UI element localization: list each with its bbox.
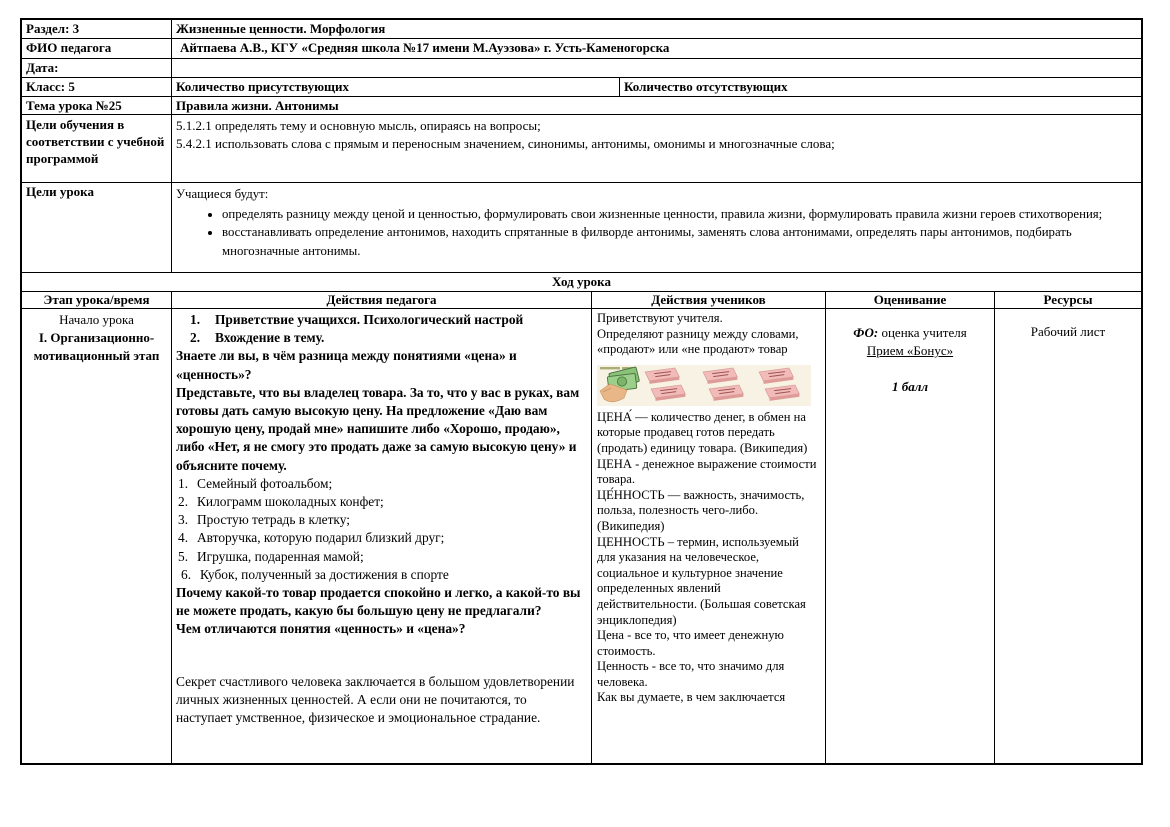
goods-item <box>176 529 585 547</box>
col-header-teacher-actions: Действия педагога <box>172 292 592 308</box>
resources-cell: Рабочий лист <box>1030 324 1106 339</box>
teacher-summary: Секрет счастливого человека заключается в большом удовлетворении личных жизненных ценностей. А если они не почитаются, то наступает умственное, физическое и эмоциональное страдание. <box>176 673 575 726</box>
item-number: 2. <box>178 494 189 510</box>
col-header-assessment: Оценивание <box>826 292 995 308</box>
course-title: Ход урока <box>552 274 611 289</box>
goods-item <box>176 511 585 529</box>
stage-cell <box>22 309 172 763</box>
goods-item <box>176 566 585 584</box>
item-number: 6. <box>181 566 192 582</box>
goals-list <box>176 205 1137 261</box>
teacher-actions-cell <box>172 309 592 763</box>
row-lesson-body <box>22 309 1141 763</box>
price-cards-illustration <box>597 365 820 406</box>
teacher-question: Чем отличаются понятия «ценность» и «цена»? <box>176 621 466 637</box>
teacher-label: ФИО педагога <box>22 39 172 58</box>
section-label: Раздел: 3 <box>22 20 172 38</box>
col-header-resources: Ресурсы <box>1043 292 1093 307</box>
date-value <box>172 59 1141 77</box>
item-number: 5. <box>178 548 189 564</box>
money-hand-icon <box>597 365 811 406</box>
teacher-task: Представьте, что вы владелец товара. За то, что у вас в руках, вам готовы дать самую высокую цену. На предложение «Даю вам хорошую цену, продай мне» напишите либо «Хорошо, продаю», либо «Нет, я не смогу это продать даже за самую высокую цену» и объясните почему. <box>176 384 580 473</box>
absent-label: Количество отсутствующих <box>624 79 788 94</box>
item-number: 4. <box>178 530 189 546</box>
goal-item: • определять разницу между ценой и ценностью, формулировать свои жизненные ценности, правила жизни, формулировать правила жизни героев стихотворения; <box>222 205 1137 224</box>
item-text: Килограмм шоколадных конфет; <box>197 494 384 510</box>
goal-item: • восстанавливать определение антонимов, находить спрятанные в филворде антонимы, заменять слова антонимами, определять пары антонимов, подбирать многозначные антонимы. <box>222 223 1137 260</box>
col-header-student-actions: Действия учеников <box>592 292 826 308</box>
assessment-method: Прием «Бонус» <box>866 343 954 358</box>
definition: ЦЕНА - денежное выражение стоимости товара. <box>597 456 817 487</box>
step-number: 2. <box>190 330 201 346</box>
step-text: Приветствие учащихся. Психологический настрой <box>215 312 524 327</box>
fo-text: оценка учителя <box>878 325 967 340</box>
row-class <box>22 78 1141 97</box>
student-line: Определяют разницу между словами, «продают» или «не продают» товар <box>597 326 799 357</box>
row-topic <box>22 97 1141 115</box>
student-actions-cell <box>592 309 826 763</box>
goals-label: Цели урока <box>22 183 172 272</box>
item-number: 1. <box>178 475 189 491</box>
class-label: Класс: 5 <box>22 78 172 96</box>
goals-intro: Учащиеся будут: <box>176 187 269 201</box>
assessment-cell <box>826 309 995 763</box>
definition: ЦЕ́ННОСТЬ — важность, значимость, польза, полезность чего-либо. (Википедия) <box>597 487 805 533</box>
objectives-content <box>172 115 1141 182</box>
teacher-step <box>176 311 585 329</box>
item-text: Семейный фотоальбом; <box>197 475 333 491</box>
goals-content <box>172 183 1141 272</box>
row-column-headers <box>22 292 1141 309</box>
definition: Ценность - все то, что значимо для человека. <box>597 659 785 689</box>
objective-line: 5.4.2.1 использовать слова с прямым и переносным значением, синонимы, антонимы, омонимы и многозначные слова; <box>176 135 835 151</box>
item-number: 3. <box>178 512 189 528</box>
goods-item <box>176 475 585 493</box>
item-text: Кубок, полученный за достижения в спорте <box>200 566 449 582</box>
teacher-question: Знаете ли вы, в чём разница между понятиями «цена» и «ценность»? <box>176 348 517 382</box>
student-line: Приветствуют учителя. <box>597 311 723 325</box>
col-header-stage: Этап урока/время <box>22 292 172 308</box>
teacher-value: Айтпаева А.В., КГУ «Средняя школа №17 имени М.Ауэзова» г. Усть-Каменогорска <box>180 40 670 55</box>
step-number: 1. <box>190 312 201 327</box>
item-text: Игрушка, подаренная мамой; <box>197 548 364 564</box>
row-objectives <box>22 115 1141 183</box>
topic-value: Правила жизни. Антонимы <box>176 98 339 113</box>
present-label: Количество присутствующих <box>172 78 620 96</box>
row-goals <box>22 183 1141 273</box>
objectives-label: Цели обучения в соответствии с учебной программой <box>22 115 172 182</box>
definition: Цена - все то, что имеет денежную стоимость. <box>597 628 784 658</box>
objective-line: 5.1.2.1 определять тему и основную мысль, опираясь на вопросы; <box>176 118 541 133</box>
item-text: Простую тетрадь в клетку; <box>197 512 350 528</box>
goods-item <box>176 493 585 511</box>
definition: Как вы думаете, в чем заключается <box>597 690 786 705</box>
fo-label: ФО: <box>853 325 879 340</box>
row-teacher <box>22 39 1141 59</box>
assessment-line <box>830 324 990 342</box>
row-date <box>22 59 1141 78</box>
row-section <box>22 20 1141 39</box>
assessment-points: 1 балл <box>891 379 929 394</box>
teacher-question: Почему какой-то товар продается спокойно и легко, а какой-то вы не можете продать, какую бы большую цену не предлагали? <box>176 585 581 619</box>
goods-item <box>176 548 585 566</box>
section-value: Жизненные ценности. Морфология <box>176 21 386 36</box>
stage-time: Начало урока <box>59 312 134 327</box>
step-text: Вхождение в тему. <box>215 330 325 346</box>
row-course-title <box>22 273 1141 292</box>
lesson-plan-table <box>20 18 1143 765</box>
definition: ЦЕНА́ — количество денег, в обмен на которые продавец готов передать (продать) единицу товара. (Википедия) <box>597 409 808 455</box>
teacher-step <box>176 329 585 347</box>
stage-name: I. Организационно-мотивационный этап <box>33 330 160 363</box>
date-label: Дата: <box>22 59 172 77</box>
item-text: Авторучка, которую подарил близкий друг; <box>197 530 445 546</box>
definition: ЦЕННОСТЬ – термин, используемый для указания на человеческое, социальное и культурное значение определенных явлений действительности. (Большая советская энциклопедия) <box>597 534 806 627</box>
topic-label: Тема урока №25 <box>22 97 172 114</box>
